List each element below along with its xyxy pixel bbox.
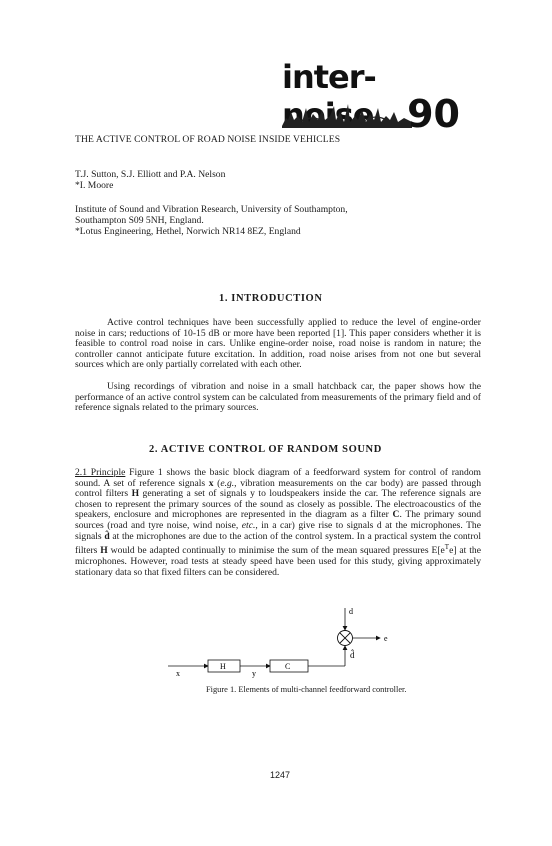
paragraph-text [75,468,481,578]
intro-paragraph-1 [75,318,481,371]
inter-noise-90-logo [282,58,482,134]
text-run: e.g., [220,477,237,489]
principle-paragraph [75,468,481,578]
superscript-T: T [444,543,450,552]
intro-paragraph-2 [75,382,481,414]
symbol-C: C [392,509,400,521]
author-line: *I. Moore [75,180,114,192]
label-H: H [220,662,226,671]
affiliation-line: *Lotus Engineering, Hethel, Norwich NR14 8EZ, England [75,226,301,238]
subsection-label: 2.1 Principle [75,467,126,478]
page-number: 1247 [270,770,291,780]
text-run: generating a set of signals y to loudspeakers inside the car. The reference signals are chosen to represent the primary sources of the sound as closely as possible. The electroacoustics of the speakers, enclosure and microphones are represented in the diagram as a filter [75,488,481,521]
symbol-H: H [131,488,140,500]
author-block [75,169,225,191]
author-line: T.J. Sutton, S.J. Elliott and P.A. Nelson [75,169,226,180]
paragraph-text: Using recordings of vibration and noise in a small hatchback car, the paper shows how the performance of an active control system can be calculated from measurements of the primary field and of reference signals related to the primary sources. [75,381,481,414]
text-run: ( [213,477,221,489]
text-run: . The primary sound sources (road and tyre noise, wind noise, [75,509,481,531]
logo-year: 90 [407,92,460,136]
label-x: x [176,669,180,678]
label-C: C [285,662,291,671]
affiliation-line: Southampton S09 5NH, England. [75,215,204,227]
skyline-icon [282,98,412,128]
text-run: e] at the microphones. However, road tests at steady speed have been used for this study, giving approximately stationary data so that fixed filters can be considered. [75,545,481,578]
figure-caption: Figure 1. Elements of multi-channel feedforward controller. [206,685,407,694]
section-heading-introduction: 1. INTRODUCTION [219,293,323,304]
label-e: e [384,634,388,643]
label-d: d [349,607,353,616]
text-run: would be adapted continually to minimise the sum of the mean squared pressures E[e [107,545,445,557]
label-dhat: d̂ [350,650,355,660]
text-run: at the microphones are due to the action of the control system. In a practical system the control filters [75,530,481,557]
paper-title: THE ACTIVE CONTROL OF ROAD NOISE INSIDE VEHICLES [75,134,341,145]
affiliation-line: Institute of Sound and Vibration Research, University of Southampton, [75,204,348,215]
symbol-H: H [100,545,108,557]
paragraph-text: Active control techniques have been successfully applied to reduce the level of engine-order noise in cars; reductions of 10-15 dB or more have been reported [1]. This paper considers whether it is feasible to control road noise in cars. Unlike engine-order noise, road noise is random in nature; the controller cannot anticipate future excitation. In addition, road noise arises from not one but several sources which are only partially correlated with each other. [75,317,481,371]
text-run: Figure 1 shows the basic block diagram of a feedforward system for control of random sound. A set of reference signals [75,467,481,489]
affiliation-block [75,204,348,238]
logo-wordmark: inter-noise [282,58,376,134]
text-run: etc. [241,519,256,531]
block-diagram [160,604,400,682]
label-y: y [252,669,256,678]
symbol-dhat: d̂ [104,530,110,542]
text-run: , in a car) give rise to signals d at the microphones. The signals [75,519,481,542]
section-heading-active-control: 2. ACTIVE CONTROL OF RANDOM SOUND [149,444,382,455]
text-run: vibration measurements on the car body) are passed through control filters [75,477,481,500]
symbol-x: x [208,477,214,489]
